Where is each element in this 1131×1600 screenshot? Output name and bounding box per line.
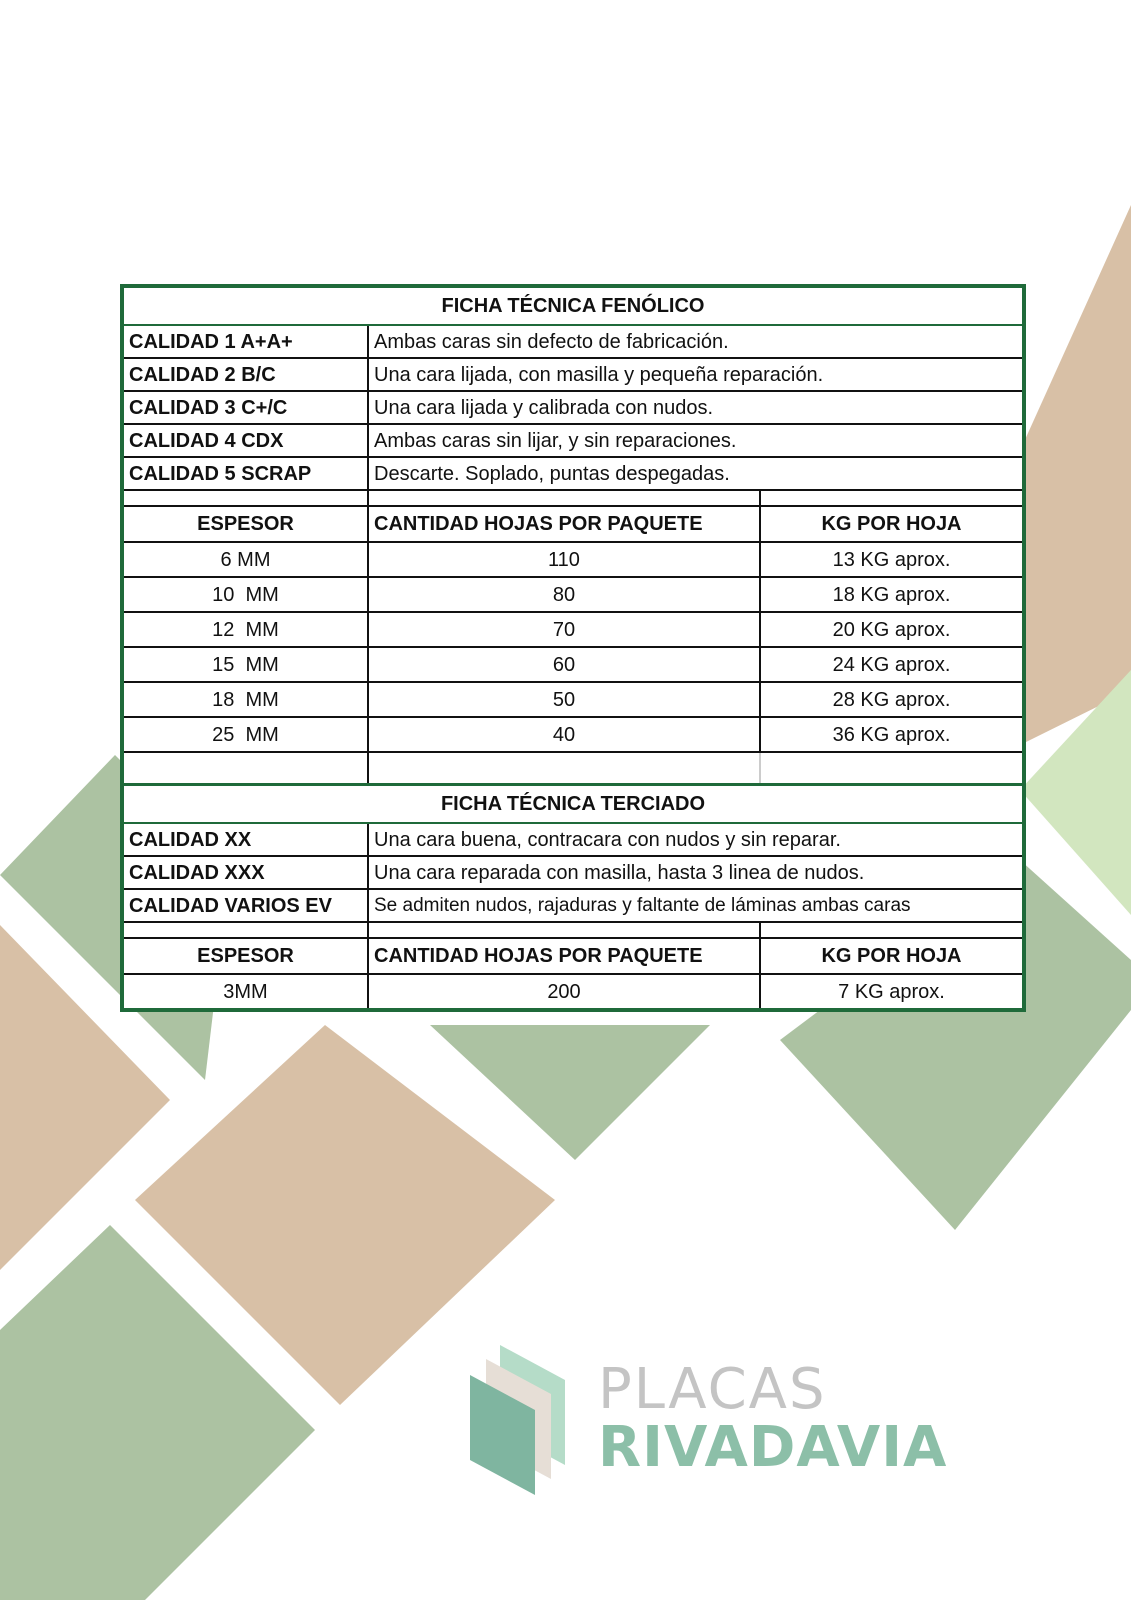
- cell-espesor: 15 MM: [124, 647, 368, 682]
- spacer-row: [124, 752, 1022, 785]
- header-kg: KG POR HOJA: [760, 506, 1022, 542]
- cell-kg: 36 KG aprox.: [760, 717, 1022, 752]
- quality-name: CALIDAD XX: [124, 823, 368, 856]
- cell-cantidad: 60: [368, 647, 760, 682]
- quality-row: [124, 856, 1022, 889]
- cell-kg: 20 KG aprox.: [760, 612, 1022, 647]
- spacer-row: [124, 922, 1022, 938]
- quality-desc: Una cara lijada y calibrada con nudos.: [368, 391, 1022, 424]
- cell-kg: 13 KG aprox.: [760, 542, 1022, 577]
- cell-cantidad: 110: [368, 542, 760, 577]
- cell-espesor: 12 MM: [124, 612, 368, 647]
- quality-name: CALIDAD VARIOS EV: [124, 889, 368, 922]
- quality-name: CALIDAD XXX: [124, 856, 368, 889]
- cell-espesor: 25 MM: [124, 717, 368, 752]
- data-row: [124, 682, 1022, 717]
- technical-sheet: [120, 284, 1026, 1012]
- quality-row: [124, 391, 1022, 424]
- data-row: [124, 717, 1022, 752]
- terciado-title: FICHA TÉCNICA TERCIADO: [124, 785, 1022, 824]
- header-cantidad: CANTIDAD HOJAS POR PAQUETE: [368, 938, 760, 974]
- quality-name: CALIDAD 5 SCRAP: [124, 457, 368, 490]
- data-row: [124, 612, 1022, 647]
- header-row: [124, 506, 1022, 542]
- cell-cantidad: 80: [368, 577, 760, 612]
- quality-desc: Descarte. Soplado, puntas despegadas.: [368, 457, 1022, 490]
- cell-cantidad: 200: [368, 974, 760, 1008]
- logo-line2: RIVADAVIA: [598, 1415, 948, 1480]
- quality-desc: Una cara buena, contracara con nudos y sin reparar.: [368, 823, 1022, 856]
- technical-sheet-table: [124, 288, 1022, 1008]
- data-row: [124, 577, 1022, 612]
- cell-espesor: 18 MM: [124, 682, 368, 717]
- quality-row: [124, 457, 1022, 490]
- quality-desc: Se admiten nudos, rajaduras y faltante de láminas ambas caras: [368, 889, 1022, 922]
- fenolico-title: FICHA TÉCNICA FENÓLICO: [124, 288, 1022, 325]
- cell-cantidad: 70: [368, 612, 760, 647]
- spacer-row: [124, 490, 1022, 506]
- cell-espesor: 3MM: [124, 974, 368, 1008]
- logo-line1: PLACAS: [598, 1357, 827, 1422]
- quality-desc: Ambas caras sin defecto de fabricación.: [368, 325, 1022, 358]
- quality-row: [124, 823, 1022, 856]
- quality-row: [124, 424, 1022, 457]
- header-espesor: ESPESOR: [124, 938, 368, 974]
- header-kg: KG POR HOJA: [760, 938, 1022, 974]
- quality-desc: Una cara reparada con masilla, hasta 3 linea de nudos.: [368, 856, 1022, 889]
- data-row: [124, 974, 1022, 1008]
- header-cantidad: CANTIDAD HOJAS POR PAQUETE: [368, 506, 760, 542]
- quality-desc: Una cara lijada, con masilla y pequeña reparación.: [368, 358, 1022, 391]
- cell-kg: 24 KG aprox.: [760, 647, 1022, 682]
- stacked-sheets-icon: [470, 1345, 580, 1495]
- header-espesor: ESPESOR: [124, 506, 368, 542]
- quality-name: CALIDAD 4 CDX: [124, 424, 368, 457]
- quality-row: [124, 325, 1022, 358]
- quality-name: CALIDAD 1 A+A+: [124, 325, 368, 358]
- quality-row: [124, 358, 1022, 391]
- cell-cantidad: 40: [368, 717, 760, 752]
- brand-logo: [470, 1345, 1030, 1495]
- quality-name: CALIDAD 3 C+/C: [124, 391, 368, 424]
- cell-kg: 7 KG aprox.: [760, 974, 1022, 1008]
- cell-kg: 18 KG aprox.: [760, 577, 1022, 612]
- cell-espesor: 6 MM: [124, 542, 368, 577]
- header-row: [124, 938, 1022, 974]
- cell-kg: 28 KG aprox.: [760, 682, 1022, 717]
- quality-row: [124, 889, 1022, 922]
- cell-espesor: 10 MM: [124, 577, 368, 612]
- data-row: [124, 647, 1022, 682]
- data-row: [124, 542, 1022, 577]
- cell-cantidad: 50: [368, 682, 760, 717]
- quality-name: CALIDAD 2 B/C: [124, 358, 368, 391]
- quality-desc: Ambas caras sin lijar, y sin reparaciones.: [368, 424, 1022, 457]
